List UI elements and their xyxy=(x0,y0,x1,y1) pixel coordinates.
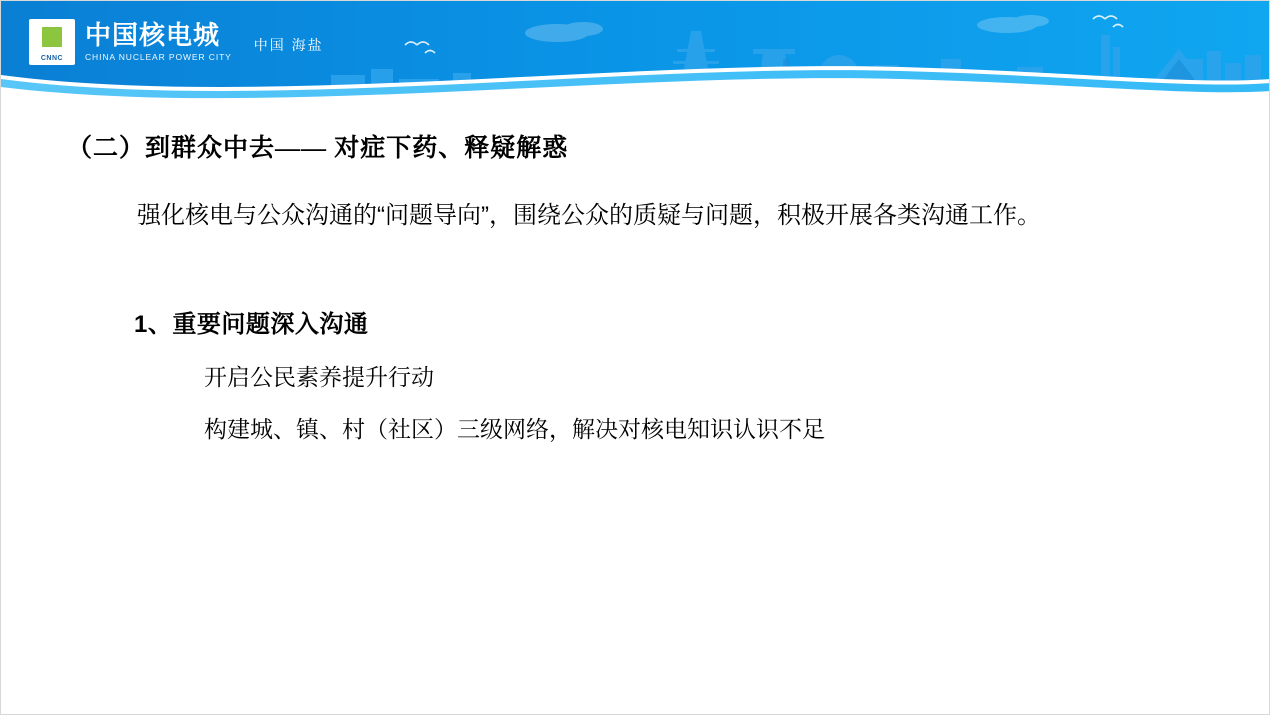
slide-heading: （二）到群众中去—— 对症下药、释疑解惑 xyxy=(67,135,569,162)
logo-green-square xyxy=(42,27,62,47)
slide-header-banner xyxy=(1,1,1270,109)
brand-title-cn: 中国核电城 xyxy=(85,20,221,51)
slide-subheading: 1、重要问题深入沟通 xyxy=(134,311,369,338)
list-item: 开启公民素养提升行动 xyxy=(204,364,434,390)
brand-logo-text xyxy=(85,22,232,61)
list-item: 构建城、镇、村（社区）三级网络，解决对核电知识认识不足 xyxy=(204,416,825,442)
brand-title-en: CHINA NUCLEAR POWER CITY xyxy=(85,51,232,62)
slide-body xyxy=(1,109,1270,715)
brand-logo xyxy=(29,19,324,65)
cnnc-logo-icon xyxy=(29,19,75,65)
brand-subtitle: 中国 海盐 xyxy=(253,37,324,53)
logo-mark-label: CNNC xyxy=(40,55,64,62)
slide-paragraph: 强化核电与公众沟通的“问题导向”，围绕公众的质疑与问题，积极开展各类沟通工作。 xyxy=(137,202,1041,229)
